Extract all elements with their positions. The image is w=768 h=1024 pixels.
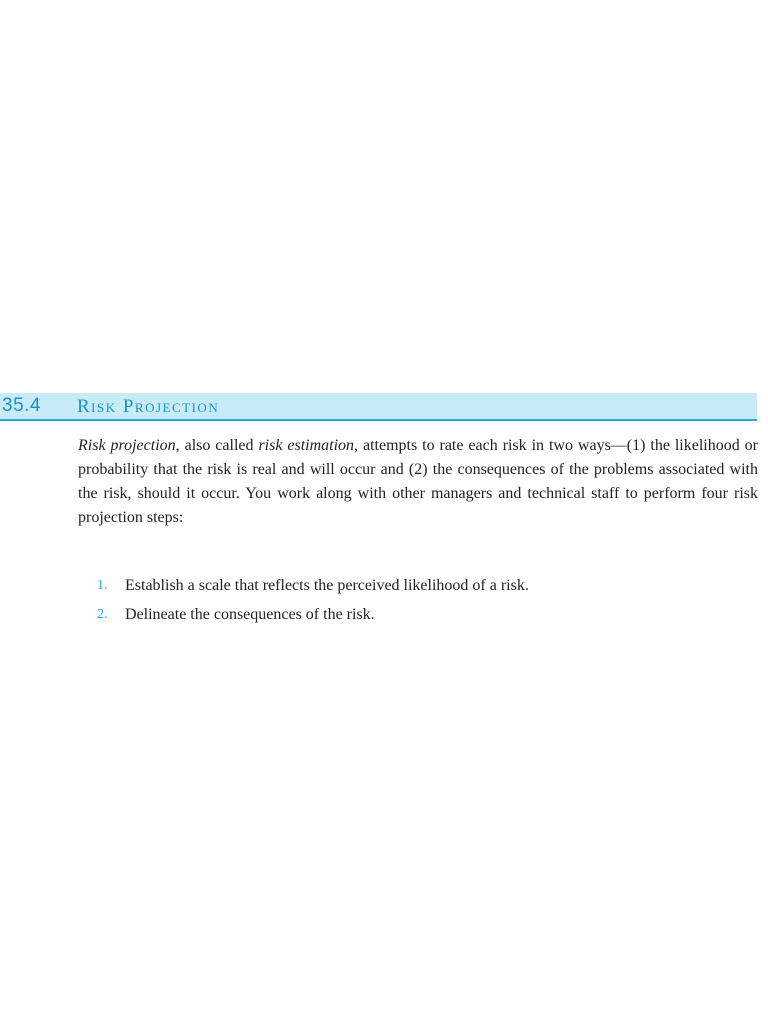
term-risk-projection: Risk projection — [78, 437, 176, 454]
paragraph-text-2: , attempts to rate each risk in two ways—(1) the likelihood or probability that the risk is real and will occur and (2) the consequences of the problems associated with the risk, should it occur. You work along with other managers and technical staff to perform four risk projection steps: — [78, 437, 759, 526]
step-number: 2. — [97, 607, 108, 622]
term-risk-estimation: risk estimation — [258, 437, 355, 454]
step-text: Establish a scale that reflects the perceived likelihood of a risk. — [125, 577, 529, 594]
list-item — [78, 571, 758, 600]
paragraph-text-1: , also called — [175, 437, 259, 454]
body-paragraph — [78, 434, 758, 530]
list-item — [78, 600, 758, 629]
steps-list — [78, 571, 758, 629]
section-title: Risk Projection — [77, 396, 220, 417]
section-number: 35.4 — [2, 395, 41, 416]
section-header — [0, 393, 757, 421]
step-number: 1. — [97, 578, 108, 593]
step-text: Delineate the consequences of the risk. — [125, 606, 375, 623]
